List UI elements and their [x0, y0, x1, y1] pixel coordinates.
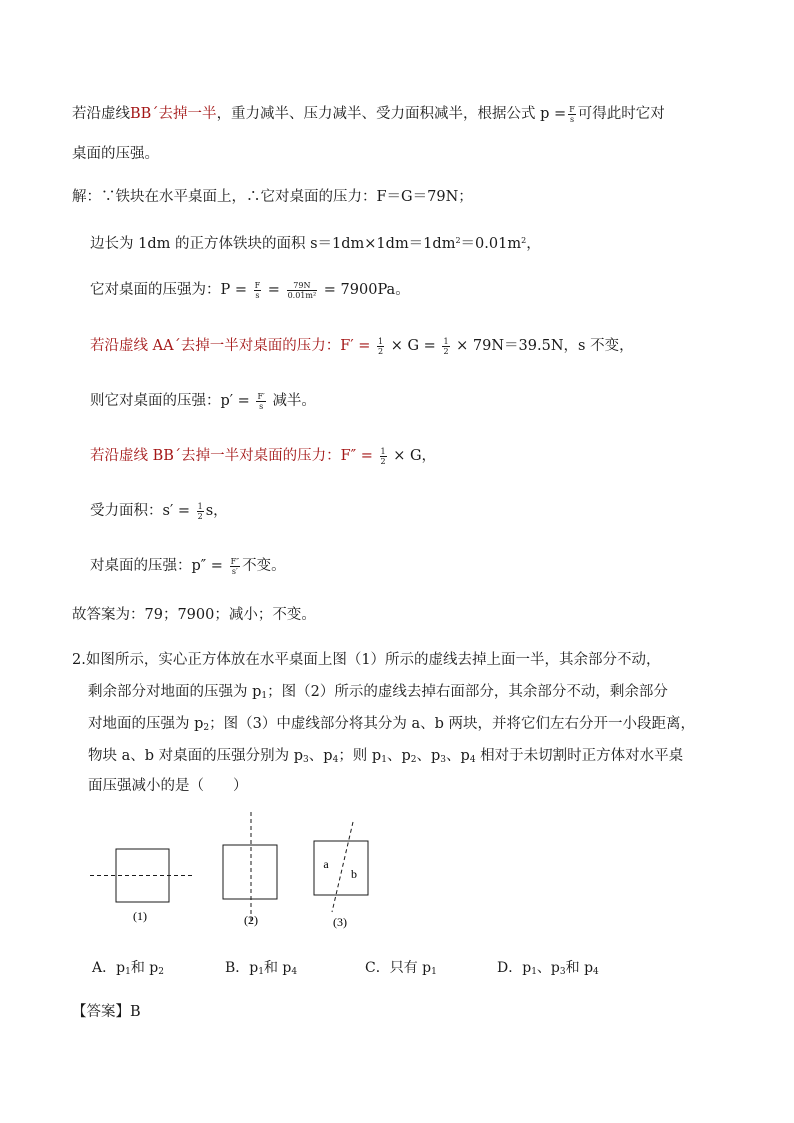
figure-1: [90, 849, 192, 923]
option-a[interactable]: A．$p_1$和 $p_2$: [92, 960, 164, 977]
figure-1-label: (1): [133, 909, 147, 923]
fraction-f2-over-s1: $\frac{F''}{s'}$: [230, 556, 240, 576]
answer-label: 【答案】: [72, 1004, 130, 1020]
fraction-f-over-s: $\frac{F}{s}$: [254, 280, 261, 300]
fraction-fprime-over-s: $\frac{F'}{s}$: [257, 391, 265, 411]
q2-line-5: 面压强减小的是（ ）: [88, 778, 248, 794]
solution-area2-line: 受力面积：s′ = $\frac{1}{2}$ s，: [90, 501, 228, 521]
figure-3-label: (3): [333, 915, 347, 929]
solution-title: 解：∵铁块在水平桌面上，∴它对桌面的压力：F＝G＝79N；: [72, 189, 473, 205]
option-d[interactable]: D．$p_1$、$p_3$和 $p_4$: [497, 960, 599, 977]
figure-2: [223, 812, 277, 927]
solution-answer: 故答案为：79；7900；减小；不变。: [72, 607, 316, 623]
solution-p3-line: 对桌面的压强：p″ = $\frac{F''}{s'}$ 不变。: [90, 556, 286, 576]
text: 可得此时它对: [577, 106, 665, 122]
q2-line-2: 剩余部分对地面的压强为 $p_1$；图（2）所示的虚线去掉右面部分，其余部分不动，剩余部分: [88, 684, 668, 701]
fraction-half: $\frac{1}{2}$: [443, 336, 449, 356]
formula-fraction: $\frac{F}{s}$: [569, 104, 575, 124]
fraction-half: $\frac{1}{2}$: [378, 336, 384, 356]
intro-line-2: 桌面的压强。: [72, 146, 159, 162]
figure-3: [314, 822, 368, 929]
solution-then-line: 则它对桌面的压强：p′ = $\frac{F'}{s}$ 减半。: [90, 391, 316, 411]
option-c[interactable]: C．只有 $p_1$: [365, 960, 437, 977]
q2-line-1: 2.如图所示，实心正方体放在水平桌面上图（1）所示的虚线去掉上面一半，其余部分不动，: [72, 652, 661, 668]
answer-value: B: [130, 1004, 141, 1020]
solution-aa-line: 若沿虚线 AA´去掉一半对桌面的压力：F′ = $\frac{1}{2}$ × G = $\frac{1}{2}$ × 79N＝39.5N，s 不变，: [90, 336, 634, 356]
figure-2-label: (2): [244, 913, 258, 927]
solution-bb-line: 若沿虚线 BB´去掉一半对桌面的压力：F″ = $\frac{1}{2}$ × G，: [90, 446, 437, 466]
text: 若沿虚线: [72, 106, 130, 122]
q2-line-3: 对地面的压强为 $p_2$；图（3）中虚线部分将其分为 a、b 两块，并将它们左右分开一小段距离，: [88, 716, 695, 733]
q2-line-4: 物块 a、b 对桌面的压强分别为 $p_3$、$p_4$；则 $p_1$、$p_2$、$p_3$、$p_4$ 相对于未切割时正方体对水平桌: [88, 748, 684, 765]
label-a: a: [323, 857, 329, 871]
solution-pressure-line: 它对桌面的压强为：P = $\frac{F}{s}$ = $\frac{79N}{\text{0.01m²}}$ = 7900Pa。: [90, 280, 410, 300]
q2-figures: [0, 812, 794, 932]
solution-area-line: 边长为 1dm 的正方体铁块的面积 $s=1dm\times 1dm=1dm^2=0.01m^2$，: [90, 236, 541, 252]
answer-line: [72, 1002, 141, 1022]
option-b[interactable]: B．$p_1$和 $p_4$: [225, 960, 298, 977]
text: ，重力减半、压力减半、受力面积减半，根据公式 p =: [216, 106, 567, 122]
label-b: b: [351, 867, 357, 881]
intro-line-1: [72, 104, 665, 124]
text-red: BB´去掉一半: [130, 106, 217, 122]
fraction-values: $\frac{79N}{\text{0.01m²}}$: [287, 280, 317, 300]
fraction-half: $\frac{1}{2}$: [380, 446, 386, 466]
fraction-half: $\frac{1}{2}$: [197, 501, 203, 521]
